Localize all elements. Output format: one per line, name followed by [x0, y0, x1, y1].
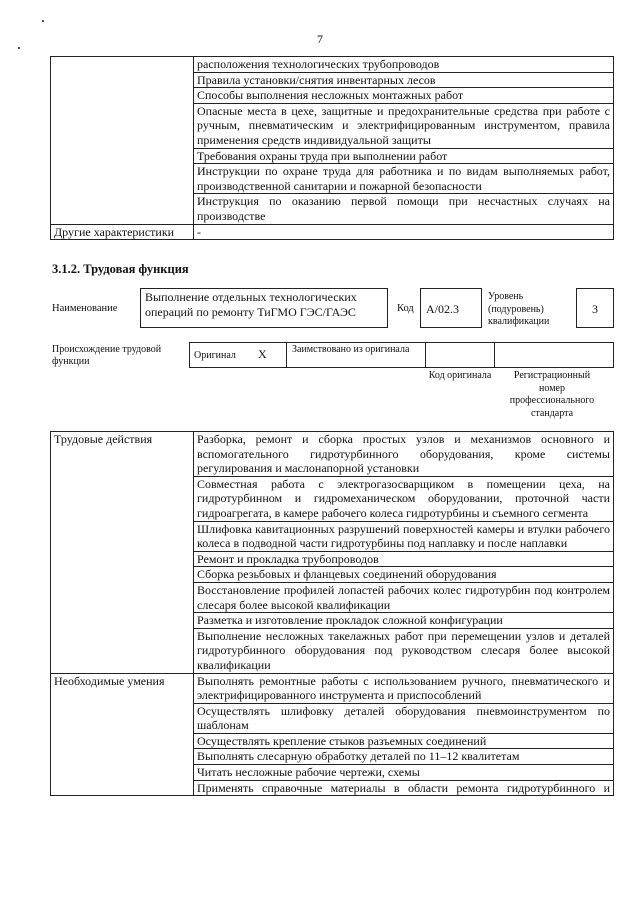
skill-item: Осуществлять крепление стыков разъемных соединений	[194, 733, 614, 749]
code-label: Код	[397, 303, 414, 314]
action-item: Выполнение несложных такелажных работ при перемещении узлов и деталей гидротурбинного оборудования под руководством слесаря более высокой квалификации	[194, 628, 614, 673]
page-number: 7	[317, 32, 323, 46]
code-original-caption: Код оригинала	[428, 370, 492, 381]
knowledge-item: Правила установки/снятия инвентарных лесов	[194, 72, 614, 88]
code-original-box	[425, 342, 495, 368]
reg-number-box	[494, 342, 614, 368]
knowledge-table	[50, 56, 614, 240]
other-characteristics-label: Другие характеристики	[51, 224, 194, 240]
skills-label: Необходимые умения	[51, 673, 194, 796]
name-label: Наименование	[52, 303, 118, 314]
origin-label: Происхождение трудовой функции	[52, 344, 162, 367]
knowledge-item: Требования охраны труда при выполнении работ	[194, 148, 614, 164]
knowledge-item: Инструкция по оказанию первой помощи при несчастных случаях на производстве	[194, 194, 614, 224]
margin-dot	[42, 20, 44, 22]
actions-label: Трудовые действия	[51, 432, 194, 674]
action-item: Совместная работа с электрогазосварщиком в помещении цеха, на гидротурбинном и гидромеханическом оборудовании, проточной части гидроагрегата, в камере рабочего колеса гидротурбины и съемного сегмента	[194, 476, 614, 521]
skill-item: Выполнять ремонтные работы с использованием ручного, пневматического и электрифицированного инструмента и приспособлений	[194, 673, 614, 703]
level-value: 3	[592, 302, 598, 316]
action-item: Разметка и изготовление прокладок сложной конфигурации	[194, 613, 614, 629]
row-label-empty	[51, 57, 194, 225]
skill-item: Применять справочные материалы в области ремонта гидротурбинного и	[194, 780, 614, 796]
knowledge-item: расположения технологических трубопроводов	[194, 57, 614, 73]
action-item: Ремонт и прокладка трубопроводов	[194, 551, 614, 567]
skill-item: Читать несложные рабочие чертежи, схемы	[194, 765, 614, 781]
original-label: Оригинал	[194, 350, 236, 361]
table-row	[51, 432, 614, 477]
code-value: А/02.3	[426, 302, 459, 316]
name-value: Выполнение отдельных технологических операций по ремонту ТиГМО ГЭС/ГАЭС	[145, 290, 357, 319]
table-row	[51, 673, 614, 703]
reg-number-caption: Регистрационный номер профессионального стандарта	[509, 370, 595, 419]
action-item: Восстановление профилей лопастей рабочих колес гидротурбин под контролем слесаря более высокой квалификации	[194, 582, 614, 612]
knowledge-item: Инструкции по охране труда для работника и по видам выполняемых работ, производственной санитарии и пожарной безопасности	[194, 164, 614, 194]
original-mark: X	[258, 347, 267, 361]
knowledge-item: Способы выполнения несложных монтажных работ	[194, 88, 614, 104]
functions-table	[50, 431, 614, 796]
borrowed-label: Заимствовано из оригинала	[292, 344, 410, 355]
skill-item: Осуществлять шлифовку деталей оборудования пневмоинструментом по шаблонам	[194, 703, 614, 733]
knowledge-item: Опасные места в цехе, защитные и предохранительные средства при работе с ручным, пневматическим и электрифицированным инструментом, правила применения средств индивидуальной защиты	[194, 103, 614, 148]
other-characteristics-value: -	[194, 224, 614, 240]
action-item: Шлифовка кавитационных разрушений поверхностей камеры и втулки рабочего колеса в подводной части гидротурбины под наплавку и после наплавки	[194, 521, 614, 551]
action-item: Разборка, ремонт и сборка простых узлов и механизмов основного и вспомогательного гидротурбинного оборудования, кроме системы регулирования и маслонапорной установки	[194, 432, 614, 477]
action-item: Сборка резьбовых и фланцевых соединений оборудования	[194, 567, 614, 583]
level-label: Уровень (подуровень) квалификации	[488, 291, 550, 327]
margin-dot	[18, 47, 20, 49]
skill-item: Выполнять слесарную обработку деталей по 11–12 квалитетам	[194, 749, 614, 765]
table-row	[51, 224, 614, 240]
section-title: 3.1.2. Трудовая функция	[52, 262, 189, 276]
table-row	[51, 57, 614, 73]
